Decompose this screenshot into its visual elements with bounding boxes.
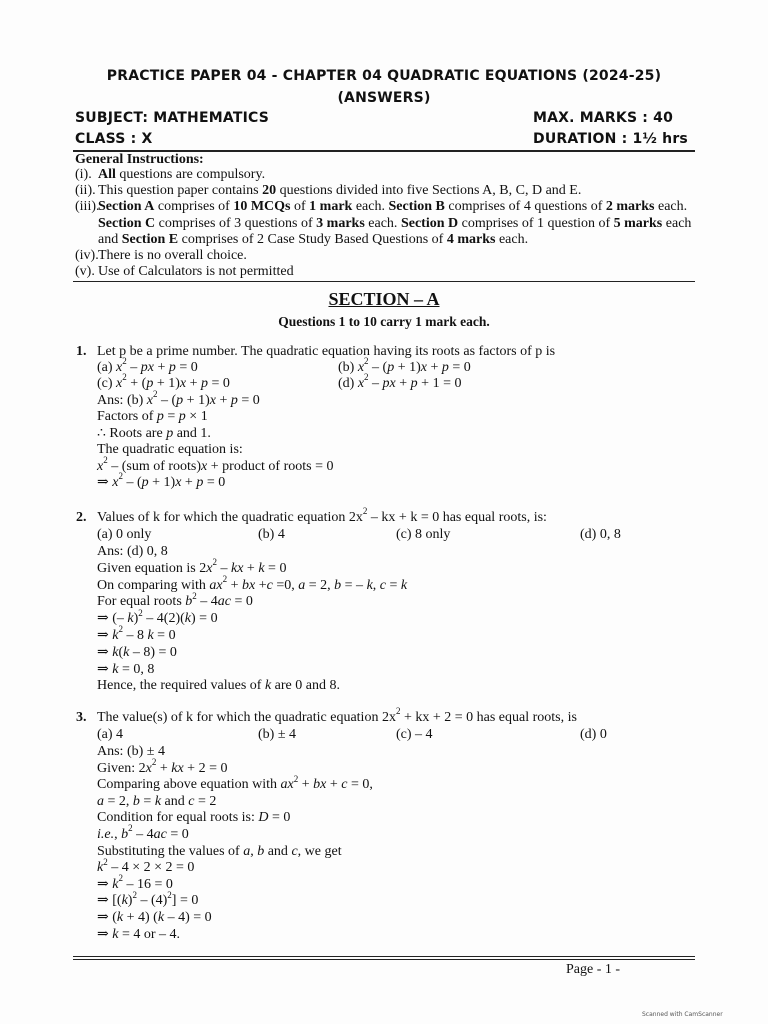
solution-line: $k^2 - 4 \times 2 \times 2 = 0$ bbox=[97, 856, 195, 876]
section-subtitle: Questions 1 to 10 carry 1 mark each. bbox=[278, 314, 490, 329]
answer-option: (b) ± 4 bbox=[258, 727, 297, 742]
instruction-text: All questions are compulsory. bbox=[98, 167, 266, 182]
scanner-watermark: Scanned with CamScanner bbox=[642, 1011, 723, 1018]
solution-line: ⇒ $[(k)^2 - (4)^2] = 0$ bbox=[97, 889, 199, 909]
answer-option: (a) $x^2$ – px + p = 0 bbox=[97, 356, 198, 375]
answer-option: (d) 0, 8 bbox=[580, 527, 621, 542]
solution-line: ⇒ (– k)$^2$ – 4(2)(k) = 0 bbox=[97, 607, 218, 627]
answer-option: (a) 4 bbox=[97, 727, 124, 742]
solution-line: ⇒ $k^2 - 16 = 0$ bbox=[97, 873, 173, 892]
solution-line: ⇒ k = 0, 8 bbox=[97, 661, 155, 677]
instruction-text: This question paper contains 20 questions divided into five Sections A, B, C, D and E. bbox=[98, 183, 582, 198]
answer-option: (b) $x^2 - (p + 1)x + p = 0$ bbox=[338, 356, 471, 375]
solution-line: ∴ Roots are p and 1. bbox=[97, 425, 211, 441]
section-title: SECTION – A bbox=[328, 289, 440, 309]
answer-key-line: Ans: (b) $x^2 - (p + 1)x + p = 0$ bbox=[97, 389, 260, 408]
duration-label: DURATION : 1½ hrs bbox=[533, 131, 688, 147]
instruction-number: (ii). bbox=[75, 183, 96, 198]
question-text: The value(s) of k for which the quadratic equation $2x^2$ + kx + 2 = 0 has equal roots, is bbox=[97, 706, 577, 725]
answer-option: (a) 0 only bbox=[97, 527, 152, 542]
solution-line: The quadratic equation is: bbox=[97, 442, 243, 458]
answer-option: (b) 4 bbox=[258, 527, 285, 542]
question-number: 3. bbox=[76, 710, 87, 725]
solution-line: ⇒ k = 4 or – 4. bbox=[97, 926, 181, 942]
subject-label: SUBJECT: MATHEMATICS bbox=[75, 110, 269, 126]
answer-option: (c) $x^2 + (p + 1)x + p = 0$ bbox=[97, 372, 230, 391]
instruction-number: (iii). bbox=[75, 199, 100, 214]
solution-line: Comparing above equation with $ax^2$ + bx + c = 0, bbox=[97, 773, 373, 793]
instruction-number: (i). bbox=[75, 167, 92, 182]
solution-line: For equal roots $b^2 - 4ac = 0$ bbox=[97, 590, 253, 610]
answer-key-line: Ans: (d) 0, 8 bbox=[97, 544, 168, 559]
answer-option: (c) – 4 bbox=[396, 727, 433, 742]
solution-line: ⇒ (k + 4) (k – 4) = 0 bbox=[97, 910, 212, 925]
answer-key-line: Ans: (b) ± 4 bbox=[97, 744, 165, 759]
instruction-text: Section A comprises of 10 MCQs of 1 mark each. Section B comprises of 4 questions of 2 marks each. Section C comprises of 3 questions of 3 marks each. Section D comprises of 1 question of 5 marks each and Section E comprises of 2 Case Study Based Questions of 4 marks each. bbox=[98, 199, 692, 248]
solution-line: ⇒ $k^2 - 8$ k = 0 bbox=[97, 624, 176, 643]
max-marks-label: MAX. MARKS : 40 bbox=[533, 110, 674, 126]
solution-line: ⇒ $x^2 - (p + 1)x + p = 0$ bbox=[97, 471, 226, 490]
page-number: Page - 1 - bbox=[566, 962, 621, 977]
instruction-text: Use of Calculators is not permitted bbox=[98, 264, 294, 279]
solution-line: $x^2 - (sum$ of roots)x + product of roots = 0 bbox=[97, 454, 334, 474]
paper-title: PRACTICE PAPER 04 - CHAPTER 04 QUADRATIC EQUATIONS (2024-25) bbox=[106, 68, 662, 84]
solution-line: Condition for equal roots is: D = 0 bbox=[97, 810, 291, 826]
solution-line: Substituting the values of a, b and c, we get bbox=[97, 843, 342, 859]
solution-line: On comparing with $ax^2$ + bx +c =0, a = 2, b = – k, c = k bbox=[97, 573, 408, 593]
solution-line: Hence, the required values of k are 0 and 8. bbox=[97, 678, 340, 694]
instruction-text: There is no overall choice. bbox=[98, 248, 247, 263]
question-text: Values of k for which the quadratic equation $2x^2$ – kx + k = 0 has equal roots, is: bbox=[97, 506, 547, 525]
answer-option: (c) 8 only bbox=[396, 527, 451, 542]
solution-line: ⇒ k(k – 8) = 0 bbox=[97, 644, 177, 660]
class-label: CLASS : X bbox=[75, 131, 153, 147]
question-number: 1. bbox=[76, 344, 87, 359]
instructions-divider bbox=[73, 281, 695, 282]
footer-rule-top bbox=[73, 956, 695, 957]
footer-rule-bottom bbox=[73, 959, 695, 960]
solution-line: i.e., $b^2 - 4ac = 0$ bbox=[97, 823, 189, 842]
solution-line: Factors of p = p × 1 bbox=[97, 409, 208, 425]
instruction-number: (v). bbox=[75, 264, 95, 279]
question-text: Let p be a prime number. The quadratic equation having its roots as factors of p is bbox=[97, 344, 556, 359]
solution-line: Given equation is $2x^2$ – kx + k = 0 bbox=[97, 557, 287, 576]
solution-line: a = 2, b = k and c = 2 bbox=[97, 793, 217, 809]
paper-subtitle: (ANSWERS) bbox=[337, 90, 431, 106]
solution-line: Given: $2x^2$ + kx + 2 = 0 bbox=[97, 756, 228, 776]
question-number: 2. bbox=[76, 510, 87, 525]
instruction-number: (iv). bbox=[75, 248, 99, 263]
instructions-heading: General Instructions: bbox=[75, 152, 204, 167]
answer-option: (d) 0 bbox=[580, 727, 607, 742]
answer-option: (d) $x^2$ – px + p + 1 = 0 bbox=[338, 372, 462, 391]
